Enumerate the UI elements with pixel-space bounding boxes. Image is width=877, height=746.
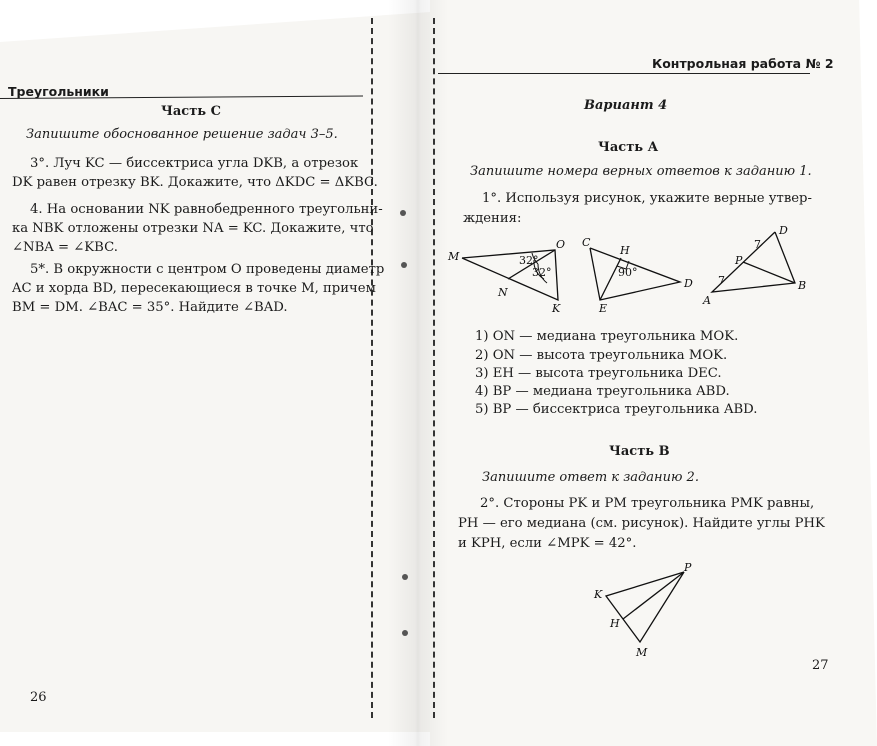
label-n: N: [498, 286, 508, 299]
label-seg-7: 7: [754, 238, 761, 251]
running-header: Контрольная работа № 2: [652, 56, 834, 71]
label-o: O: [556, 238, 566, 251]
label-p: P: [735, 254, 743, 267]
task4-line: 4. На основании NK равнобедренного треугольни-: [30, 202, 383, 217]
page-number: 26: [30, 690, 47, 705]
label-angle-32: 32°: [519, 254, 539, 267]
instruction: Запишите обоснованное решение задач 3–5.: [26, 127, 338, 142]
task4-line: ∠NBA = ∠KBC.: [12, 240, 118, 255]
label-h: H: [610, 617, 620, 630]
task5-line: AC и хорда BD, пересекающиеся в точке M, причем: [12, 281, 376, 296]
label-m: M: [636, 646, 648, 659]
label-a: A: [703, 294, 711, 307]
label-k: K: [594, 588, 603, 601]
task5-line: BM = DM. ∠BAC = 35°. Найдите ∠BAD.: [12, 300, 288, 315]
task1-line: ждения:: [463, 211, 522, 226]
label-d: D: [779, 224, 788, 237]
task3-line: DK равен отрезку BK. Докажите, что ΔKDC = ΔKBC.: [12, 175, 378, 190]
label-d: D: [684, 277, 693, 290]
task3-line: 3°. Луч KC — биссектриса угла DKB, а отрезок: [30, 156, 359, 171]
label-e: E: [599, 302, 608, 315]
option: 3) EH — высота треугольника DEC.: [475, 366, 722, 381]
label-angle-90: 90°: [618, 266, 638, 279]
task2-line: и KPH, если ∠MPK = 42°.: [458, 536, 637, 551]
task2-line: 2°. Стороны PK и PM треугольника PMK равны,: [480, 496, 815, 511]
option: 1) ON — медиана треугольника MOK.: [475, 329, 739, 344]
task1-line: 1°. Используя рисунок, укажите верные утвер-: [482, 191, 812, 206]
option: 5) BP — биссектриса треугольника ABD.: [475, 402, 758, 417]
label-m: M: [448, 250, 460, 263]
variant-title: Вариант 4: [584, 98, 668, 113]
part-title: Часть А: [598, 140, 659, 155]
part-title: Часть В: [609, 444, 670, 459]
label-angle-32: 32°: [532, 266, 552, 279]
page-number: 27: [812, 658, 829, 673]
running-header: Треугольники: [8, 84, 109, 99]
option: 4) BP — медиана треугольника ABD.: [475, 384, 730, 399]
task2-line: PH — его медиана (см. рисунок). Найдите углы PHK: [458, 516, 825, 531]
label-b: B: [798, 279, 807, 292]
label-p: P: [684, 561, 692, 574]
label-seg-7: 7: [718, 274, 725, 287]
triangle-pmk: [593, 561, 692, 659]
option: 2) ON — высота треугольника MOK.: [475, 348, 728, 363]
instruction: Запишите номера верных ответов к заданию 1.: [470, 164, 812, 179]
task5-line: 5*. В окружности с центром O проведены диаметр: [30, 262, 385, 277]
instruction: Запишите ответ к заданию 2.: [482, 470, 699, 485]
part-title: Часть C: [161, 104, 221, 119]
label-c: C: [582, 236, 591, 249]
label-h: H: [620, 244, 630, 257]
label-k: K: [552, 302, 561, 315]
task4-line: ка NBK отложены отрезки NA = KC. Докажите, что: [12, 221, 374, 236]
